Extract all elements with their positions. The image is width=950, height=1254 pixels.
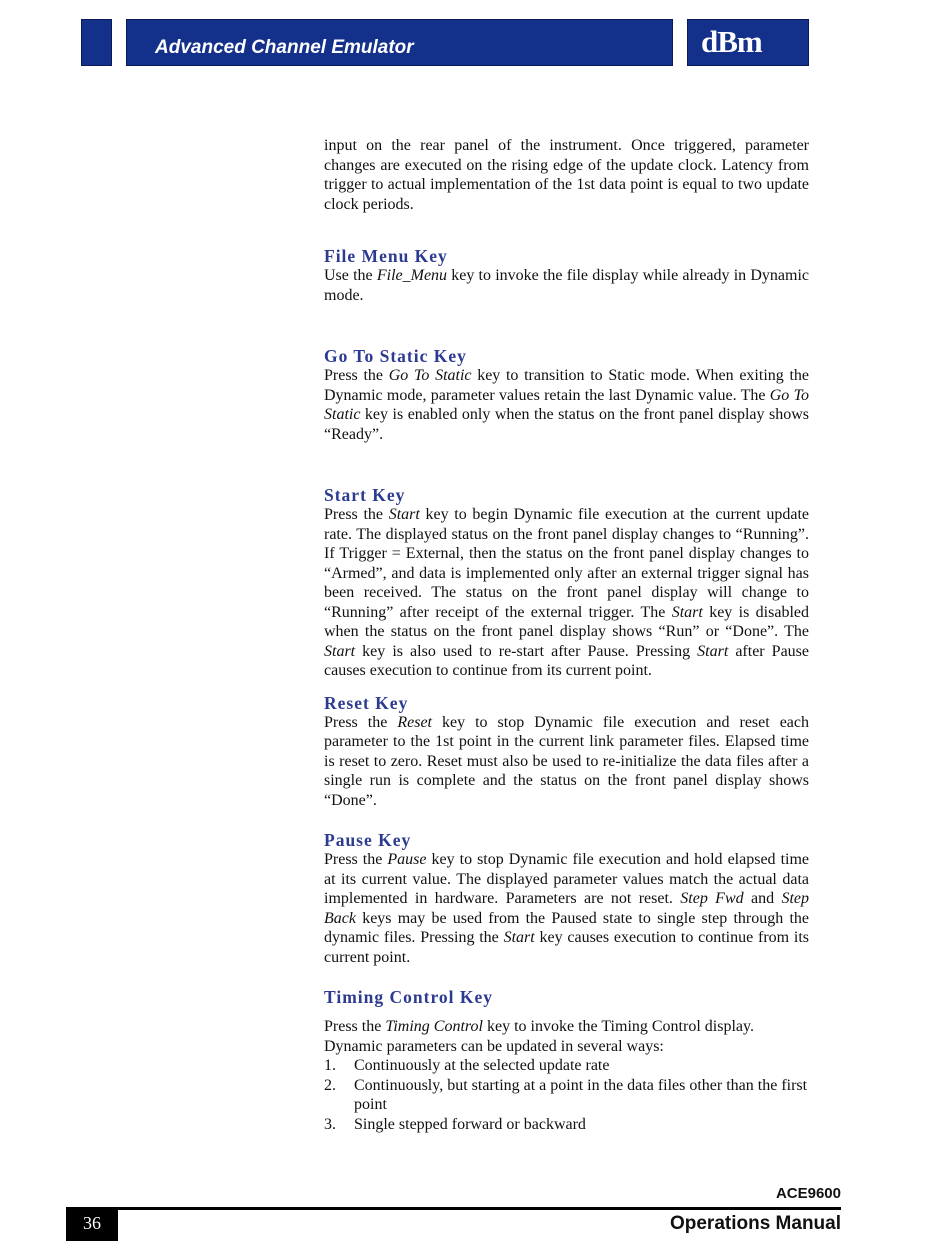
timing-control-paragraph: Press the Timing Control key to invoke the Timing Control display. <box>324 1018 754 1035</box>
file-menu-heading: File Menu Key <box>324 246 448 266</box>
page-content <box>324 136 809 1134</box>
intro-paragraph: input on the rear panel of the instrument. Once triggered, parameter changes are executed on the rising edge of the update clock. Latency from trigger to actual implementation of the 1st data point is equal to two update clock periods. <box>324 137 809 213</box>
timing-control-heading: Timing Control Key <box>324 987 494 1007</box>
footer-doc-id: ACE9600 <box>775 1185 841 1202</box>
list-item: 2. Continuously, but starting at a point in the data files other than the first point <box>324 1076 808 1113</box>
file-menu-paragraph: Use the File_Menu key to invoke the file display while already in Dynamic mode. <box>324 267 809 304</box>
dbm-logo: dBm <box>701 24 762 59</box>
reset-paragraph: Press the Reset key to stop Dynamic file execution and reset each parameter to the 1st point in the current link parameter files. Elapsed time is reset to zero. Reset must also be used to re-initialize the data files after a single run is complete and the status on the front panel display shows “Done”. <box>324 713 810 809</box>
header-title-bar <box>126 19 673 66</box>
list-item: 3. Single stepped forward or backward <box>324 1115 586 1133</box>
start-heading: Start Key <box>324 485 406 505</box>
go-to-static-heading: Go To Static Key <box>324 346 467 366</box>
start-paragraph: Press the Start key to begin Dynamic file execution at the current update rate. The displayed status on the front panel display changes to “Running”. If Trigger = External, then the status on the front panel display changes to “Armed”, and data is implemented only after an external trigger signal has been received. The status on the front panel display will change to “Running” after receipt of the external trigger. The Start key is disabled when the status on the front panel display shows “Run” or “Done”. The Start key is also used to re-start after Pause. Pressing Start after Pause causes execution to continue from its current point. <box>324 506 810 679</box>
pause-heading: Pause Key <box>324 830 412 850</box>
list-item: 1. Continuously at the selected update rate <box>324 1057 610 1074</box>
footer-manual-title: Operations Manual <box>669 1213 841 1234</box>
reset-heading: Reset Key <box>324 692 409 713</box>
update-methods-list <box>324 1056 809 1134</box>
go-to-static-paragraph: Press the Go To Static key to transition to Static mode. When exiting the Dynamic mode, parameter values retain the last Dynamic value. The Go To Static key is enabled only when the status on the front panel display shows “Ready”. <box>324 367 809 443</box>
header-left-block <box>81 19 112 66</box>
header-logo-block <box>687 19 809 66</box>
pause-paragraph: Press the Pause key to stop Dynamic file execution and hold elapsed time at its current value. The displayed parameter values match the actual data implemented in hardware. Parameters are not reset. Step Fwd and Step Back keys may be used from the Paused state to single step through the dynamic files. Pressing the Start key causes execution to continue from its current point. <box>324 851 810 966</box>
page-number: 36 <box>66 1208 118 1241</box>
footer-rule <box>66 1207 841 1210</box>
header-title: Advanced Channel Emulator <box>155 37 414 58</box>
timing-control-intro-line: Dynamic parameters can be updated in several ways: <box>324 1037 664 1055</box>
